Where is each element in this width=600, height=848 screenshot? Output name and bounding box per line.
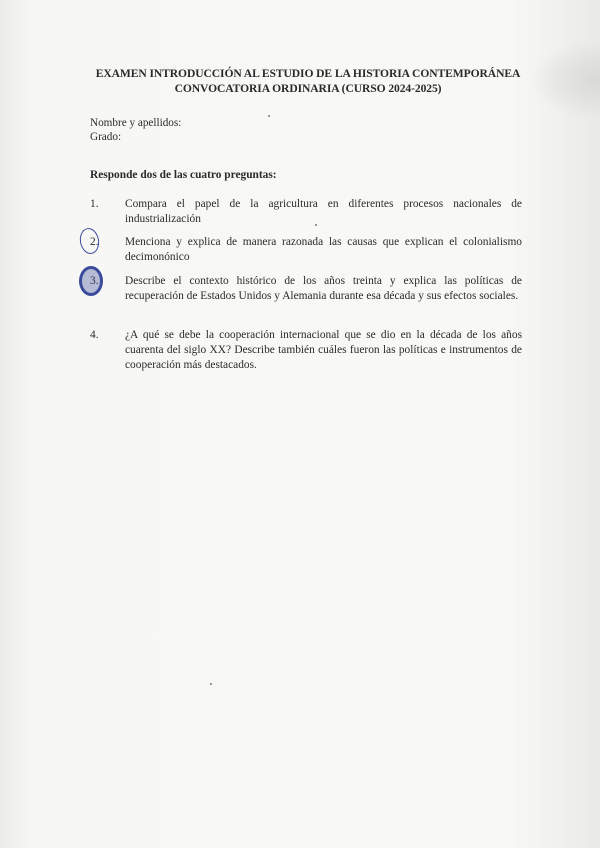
scan-shadow [530,40,600,120]
question-number: 3. [90,275,99,287]
question-text: ¿A qué se debe la cooperación internacional que se dio en la década de los años cuarenta del siglo XX? Describe también cuáles fueron las políticas e instrumentos de cooperación más destacados. [125,329,522,371]
exam-title: EXAMEN INTRODUCCIÓN AL ESTUDIO DE LA HISTORIA CONTEMPORÁNEA [95,67,521,80]
question-text: Compara el papel de la agricultura en diferentes procesos nacionales de industrialización [125,198,522,225]
question-4 [90,328,522,373]
question-number: 1. [90,198,99,210]
scan-speck [268,115,270,117]
question-number: 2. [90,236,99,248]
question-text: Menciona y explica de manera razonada las causas que explican el colonialismo decimonónico [125,236,522,263]
exam-subtitle: CONVOCATORIA ORDINARIA (CURSO 2024-2025) [174,82,442,95]
question-3 [90,274,522,304]
handwritten-scribble-mark [79,266,103,296]
instructions: Responde dos de las cuatro preguntas: [90,169,277,181]
name-label: Nombre y apellidos: [90,117,182,129]
scan-speck [315,224,317,226]
scan-speck [210,683,212,685]
question-1 [90,197,522,227]
question-2 [90,235,522,265]
question-number: 4. [90,329,99,341]
degree-label: Grado: [90,131,122,143]
question-text: Describe el contexto histórico de los años treinta y explica las políticas de recuperación de Estados Unidos y Alemania durante esa década y sus efectos sociales. [125,275,522,302]
